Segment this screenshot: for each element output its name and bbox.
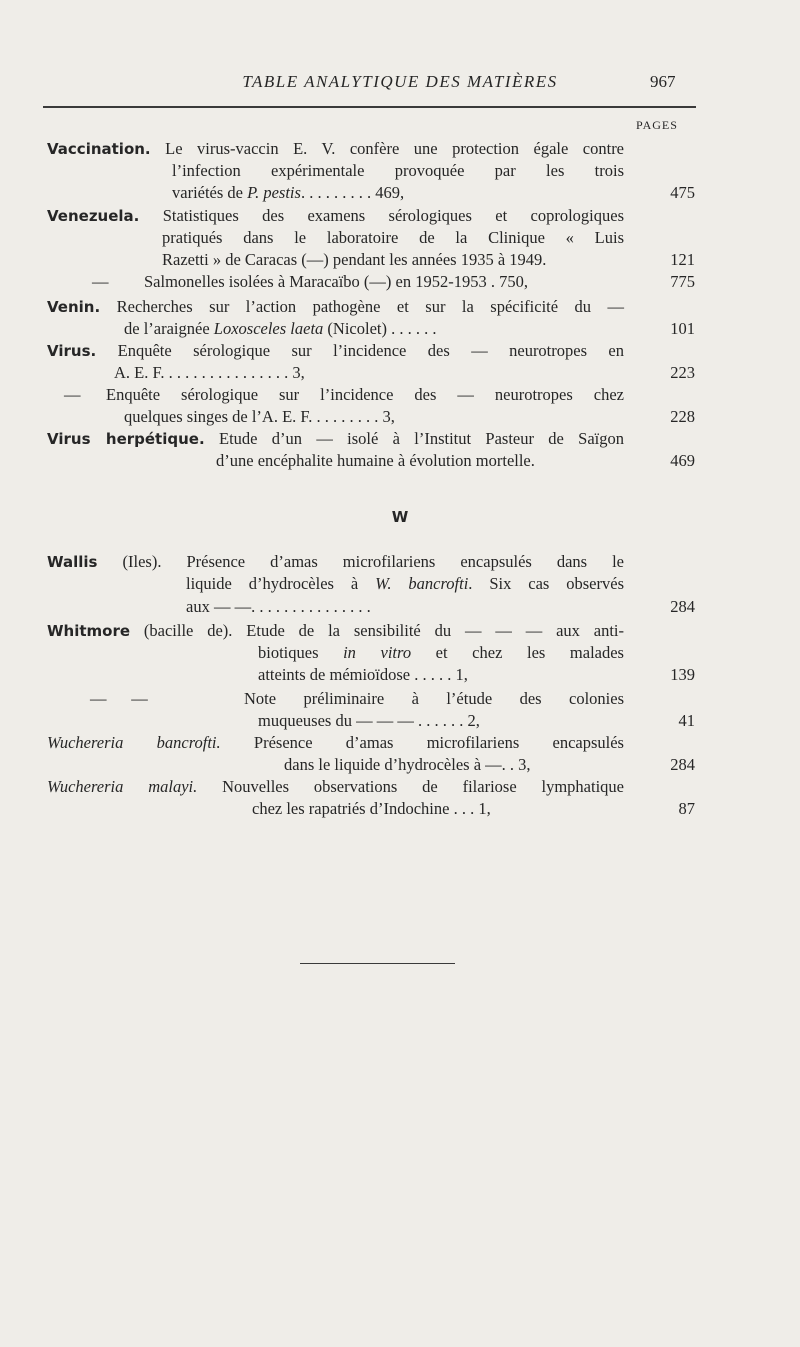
entry-venezuela-line-2: pratiqués dans le laboratoire de la Clinique « Luis xyxy=(162,228,624,247)
header-rule xyxy=(43,106,696,108)
ditto-dashes: — — xyxy=(90,689,148,708)
entry-virus-herpetique-line-1: Virus herpétique. Etude d’un — isolé à l’Institut Pasteur de Saïgon xyxy=(47,429,625,448)
entry-whitmore-line-1: Whitmore (bacille de). Etude de la sensibilité du — — — aux anti- xyxy=(47,621,624,640)
index-term: Virus herpétique. xyxy=(47,430,205,448)
index-term: Virus. xyxy=(47,342,97,360)
entry-whitmore-sub-line-2: muqueuses du — — — . . . . . . 2, xyxy=(258,711,480,730)
entry-venin-line-2: de l’araignée Loxosceles laeta (Nicolet) . . . . . . xyxy=(124,319,437,338)
entry-venezuela-line-1: Venezuela. Statistiques des examens sérologiques et coprologiques xyxy=(47,206,624,225)
end-rule xyxy=(300,963,455,964)
entry-vaccination-line-3: variétés de P. pestis. . . . . . . . . 469, xyxy=(172,183,405,202)
ditto-dash: — xyxy=(64,385,81,404)
page-ref: 87 xyxy=(678,799,695,818)
entry-whitmore-sub-line-1: Note préliminaire à l’étude des colonies xyxy=(244,689,624,708)
index-term: Wuchereria malayi. xyxy=(47,777,198,796)
pages-column-label: PAGES xyxy=(636,118,678,132)
page-ref: 475 xyxy=(670,183,695,202)
page-ref: 284 xyxy=(670,755,695,774)
page-ref: 121 xyxy=(670,250,695,269)
page-ref: 284 xyxy=(670,597,695,616)
entry-venezuela-sub: Salmonelles isolées à Maracaïbo (—) en 1952-1953 . 750, xyxy=(144,272,528,291)
entry-virus-line-2: A. E. F. . . . . . . . . . . . . . . . 3, xyxy=(114,363,305,382)
entry-wuchereria-malayi-line-1: Wuchereria malayi. Nouvelles observations de filariose lymphatique xyxy=(47,777,624,796)
page-number: 967 xyxy=(650,72,676,91)
entry-vaccination-line-1: Vaccination. Le virus-vaccin E. V. confère une protection égale contre xyxy=(47,139,625,158)
entry-wuchereria-bancrofti-line-1: Wuchereria bancrofti. Présence d’amas microfilariens encapsulés xyxy=(47,733,624,752)
page-ref: 223 xyxy=(670,363,695,382)
entry-whitmore-line-2: biotiques in vitro et chez les malades xyxy=(258,643,624,662)
index-term: Wuchereria bancrofti. xyxy=(47,733,221,752)
index-term: Venin. xyxy=(47,298,101,316)
entry-wallis-line-1: Wallis (Iles). Présence d’amas microfilariens encapsulés dans le xyxy=(47,552,624,571)
index-term: Vaccination. xyxy=(47,140,151,158)
entry-virus-line-1: Virus. Enquête sérologique sur l’incidence des — neurotropes en xyxy=(47,341,624,360)
index-term: Wallis xyxy=(47,553,98,571)
page-ref: 228 xyxy=(670,407,695,426)
entry-virus-sub-line-1: Enquête sérologique sur l’incidence des — neurotropes chez xyxy=(106,385,624,404)
page-ref: 139 xyxy=(670,665,695,684)
entry-wuchereria-malayi-line-2: chez les rapatriés d’Indochine . . . 1, xyxy=(252,799,491,818)
running-head-title: TABLE ANALYTIQUE DES MATIÈRES xyxy=(242,72,558,91)
section-letter: W xyxy=(391,508,409,526)
entry-wallis-line-2: liquide d’hydrocèles à W. bancrofti. Six cas observés xyxy=(186,574,624,593)
entry-wuchereria-bancrofti-line-2: dans le liquide d’hydrocèles à —. . 3, xyxy=(284,755,531,774)
page-ref: 775 xyxy=(670,272,695,291)
entry-venin-line-1: Venin. Recherches sur l’action pathogène et sur la spécificité du — xyxy=(47,297,624,316)
page-ref: 41 xyxy=(678,711,695,730)
entry-virus-sub-line-2: quelques singes de l’A. E. F. . . . . . . . . 3, xyxy=(124,407,395,426)
entry-vaccination-line-2: l’infection expérimentale provoquée par les trois xyxy=(172,161,624,180)
page-ref: 101 xyxy=(670,319,695,338)
entry-virus-herpetique-line-2: d’une encéphalite humaine à évolution mortelle. xyxy=(216,451,535,470)
ditto-dash: — xyxy=(92,272,109,291)
entry-whitmore-line-3: atteints de mémioïdose . . . . . 1, xyxy=(258,665,468,684)
entry-venezuela-line-3: Razetti » de Caracas (—) pendant les années 1935 à 1949. xyxy=(162,250,547,269)
page-ref: 469 xyxy=(670,451,695,470)
index-term: Whitmore xyxy=(47,622,131,640)
index-term: Venezuela. xyxy=(47,207,140,225)
entry-wallis-line-3: aux — —. . . . . . . . . . . . . . . xyxy=(186,597,371,616)
